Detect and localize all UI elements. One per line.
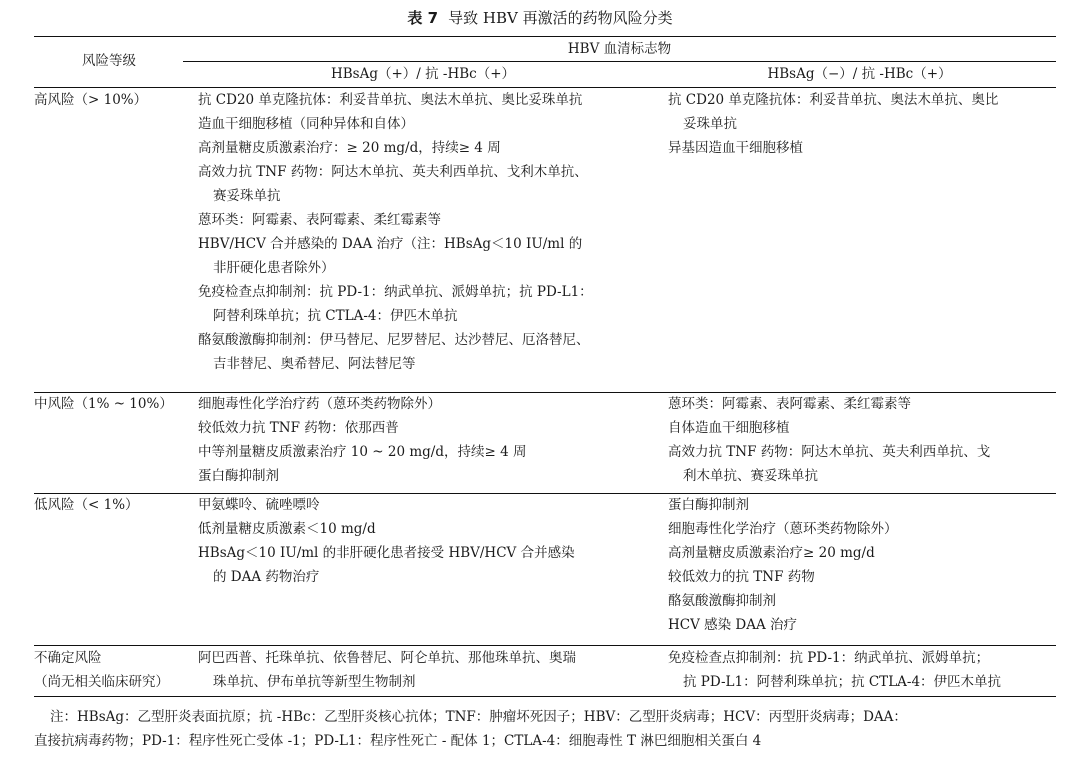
- drug-line: 自体造血干细胞移植: [668, 420, 790, 436]
- risk-level-medium: 中风险（1% ~ 10%）: [34, 396, 173, 412]
- drug-line: 利木单抗、赛妥珠单抗: [683, 468, 818, 484]
- drug-line: 妥珠单抗: [683, 116, 737, 132]
- risk-level-high: 高风险（> 10%）: [34, 92, 148, 108]
- drug-line: 异基因造血干细胞移植: [668, 140, 803, 156]
- medium-risk-negative-cell: [668, 392, 990, 488]
- drug-line: 高效力抗 TNF 药物：阿达木单抗、英夫利西单抗、戈利木单抗、: [198, 164, 588, 180]
- drug-line: HBV/HCV 合并感染的 DAA 治疗（注：HBsAg＜10 IU/ml 的: [198, 236, 583, 252]
- drug-line: 的 DAA 药物治疗: [213, 569, 320, 585]
- drug-line: 非肝硬化患者除外）: [213, 260, 335, 276]
- drug-line: 酪氨酸激酶抑制剂：伊马替尼、尼罗替尼、达沙替尼、厄洛替尼、: [198, 332, 590, 348]
- drug-line: 免疫检查点抑制剂：抗 PD-1：纳武单抗、派姆单抗；: [668, 650, 990, 666]
- high-risk-negative-cell: [668, 88, 998, 160]
- drug-line: HCV 感染 DAA 治疗: [668, 617, 798, 633]
- drug-line: 较低效力的抗 TNF 药物: [668, 569, 815, 585]
- table-title: 导致 HBV 再激活的药物风险分类: [448, 9, 673, 27]
- low-risk-positive-cell: [198, 493, 575, 589]
- drug-line: HBsAg＜10 IU/ml 的非肝硬化患者接受 HBV/HCV 合并感染: [198, 545, 575, 561]
- drug-line: 高剂量糖皮质激素治疗：≥ 20 mg/d，持续≥ 4 周: [198, 140, 501, 156]
- drug-line: 抗 CD20 单克隆抗体：利妥昔单抗、奥法木单抗、奥比妥珠单抗: [198, 92, 583, 108]
- drug-line: 高效力抗 TNF 药物：阿达木单抗、英夫利西单抗、戈: [668, 444, 991, 460]
- drug-line: 阿巴西普、托珠单抗、依鲁替尼、阿仑单抗、那他珠单抗、奥瑞: [198, 650, 576, 666]
- uncertain-risk-negative-cell: [668, 646, 1001, 694]
- drug-line: 抗 PD-L1：阿替利珠单抗；抗 CTLA-4：伊匹木单抗: [683, 674, 1002, 690]
- table-caption: [0, 8, 1080, 28]
- drug-line: 中等剂量糖皮质激素治疗 10 ~ 20 mg/d，持续≥ 4 周: [198, 444, 527, 460]
- drug-line: 蒽环类：阿霉素、表阿霉素、柔红霉素等: [668, 396, 911, 412]
- drug-line: 珠单抗、伊布单抗等新型生物制剂: [213, 674, 416, 690]
- header-risk-level: 风险等级: [82, 53, 136, 69]
- drug-line: 酪氨酸激酶抑制剂: [668, 593, 776, 609]
- low-risk-negative-cell: [668, 493, 898, 637]
- drug-line: 低剂量糖皮质激素＜10 mg/d: [198, 521, 376, 537]
- drug-line: 免疫检查点抑制剂：抗 PD-1：纳武单抗、派姆单抗；抗 PD-L1：: [198, 284, 593, 300]
- header-hbsag-negative: HBsAg（−）/ 抗 -HBc（+）: [767, 66, 952, 82]
- bottom-rule: [34, 696, 1056, 697]
- drug-line: 赛妥珠单抗: [213, 188, 281, 204]
- drug-line: 较低效力抗 TNF 药物：依那西普: [198, 420, 399, 436]
- footnote-line-1: 注：HBsAg：乙型肝炎表面抗原；抗 -HBc：乙型肝炎核心抗体；TNF：肿瘤坏死因子；HBV：乙型肝炎病毒；HCV：丙型肝炎病毒；DAA：: [50, 709, 907, 725]
- risk-level-low: 低风险（< 1%）: [34, 497, 139, 513]
- drug-line: 蛋白酶抑制剂: [668, 497, 749, 513]
- drug-line: 细胞毒性化学治疗（蒽环类药物除外）: [668, 521, 898, 537]
- drug-line: 吉非替尼、奥希替尼、阿法替尼等: [213, 356, 416, 372]
- uncertain-risk-positive-cell: [198, 646, 576, 694]
- drug-line: 造血干细胞移植（同种异体和自体）: [198, 116, 414, 132]
- header-hbsag-positive: HBsAg（+）/ 抗 -HBc（+）: [330, 66, 516, 82]
- group-underline: [183, 61, 1056, 62]
- drug-line: 蒽环类：阿霉素、表阿霉素、柔红霉素等: [198, 212, 441, 228]
- drug-line: 细胞毒性化学治疗药（蒽环类药物除外）: [198, 396, 441, 412]
- drug-line: 高剂量糖皮质激素治疗≥ 20 mg/d: [668, 545, 875, 561]
- table-number: 表 7: [407, 9, 439, 27]
- drug-line: 阿替利珠单抗；抗 CTLA-4：伊匹木单抗: [213, 308, 458, 324]
- table-footnote: [34, 705, 1064, 753]
- footnote-line-2: 直接抗病毒药物；PD-1：程序性死亡受体 -1；PD-L1：程序性死亡 - 配体 1；CTLA-4：细胞毒性 T 淋巴细胞相关蛋白 4: [34, 733, 762, 749]
- medium-risk-positive-cell: [198, 392, 526, 488]
- top-rule: [34, 36, 1056, 37]
- header-hbv-markers: HBV 血清标志物: [567, 41, 672, 57]
- high-risk-positive-cell: [198, 88, 593, 376]
- risk-level-uncertain: 不确定风险 （尚无相关临床研究）: [34, 650, 169, 690]
- drug-line: 甲氨蝶呤、硫唑嘌呤: [198, 497, 320, 513]
- drug-line: 蛋白酶抑制剂: [198, 468, 279, 484]
- drug-line: 抗 CD20 单克隆抗体：利妥昔单抗、奥法木单抗、奥比: [668, 92, 999, 108]
